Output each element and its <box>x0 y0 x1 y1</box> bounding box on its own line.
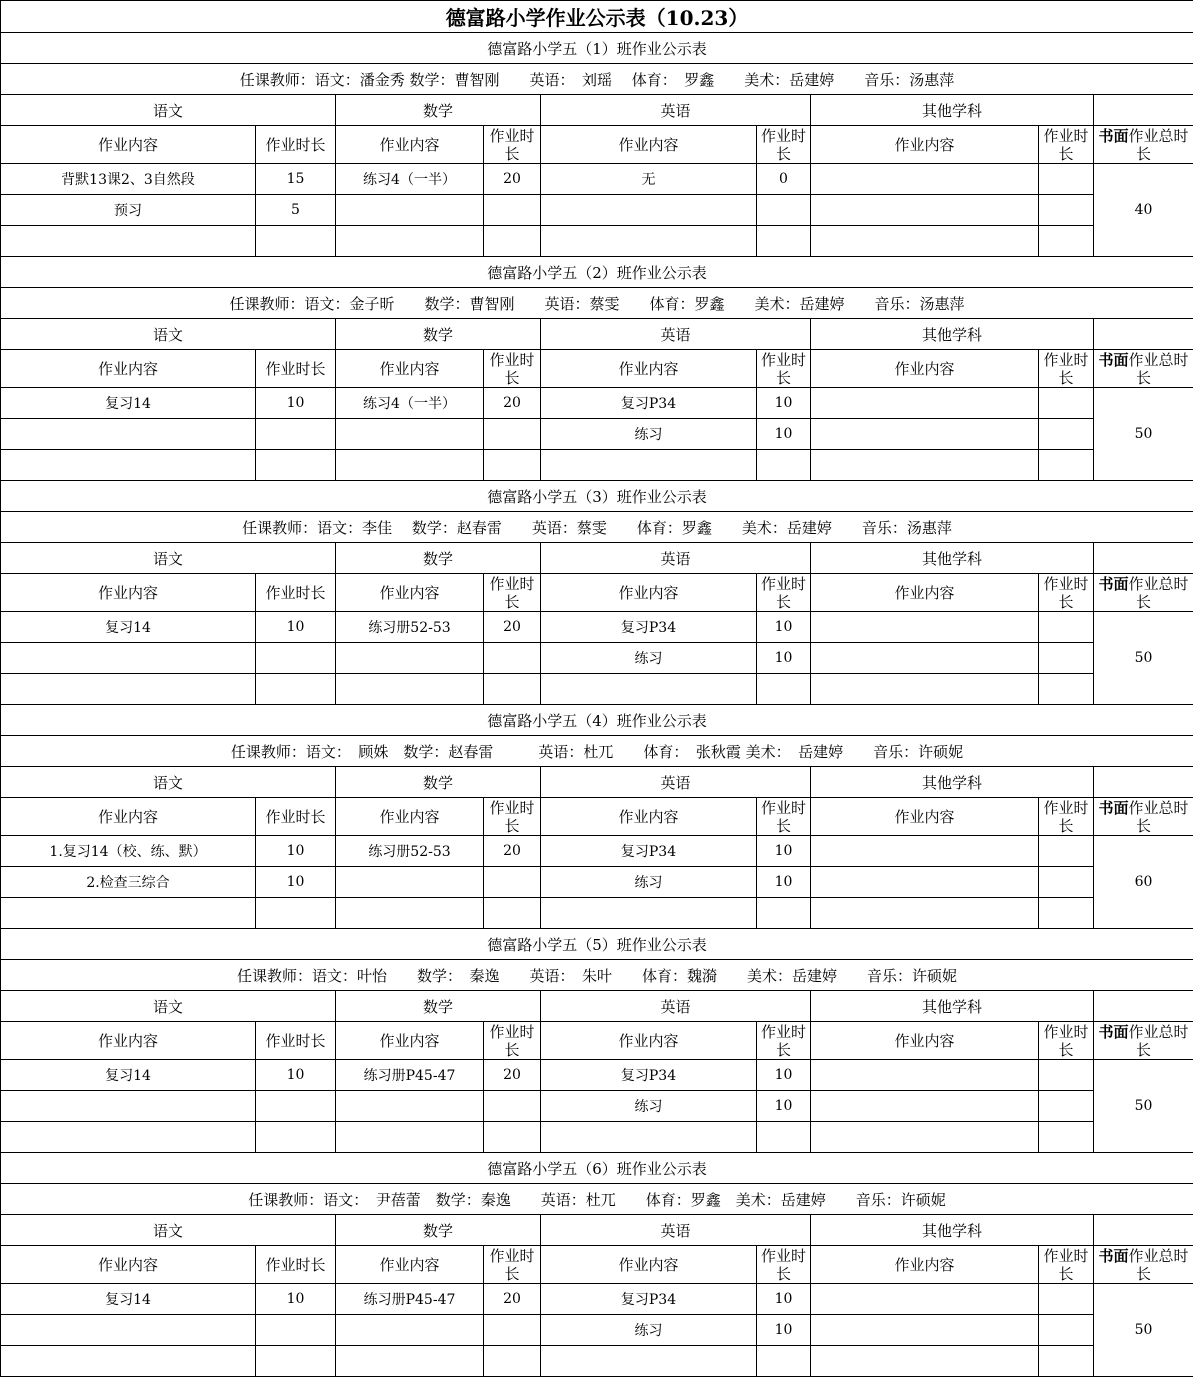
table-cell <box>256 226 336 257</box>
total-header-rest: 作业总时长 <box>1129 351 1189 387</box>
table-cell <box>1039 1122 1094 1153</box>
table-cell: 20 <box>484 164 541 195</box>
subject-math-header: 数学 <box>336 991 541 1022</box>
duration-header: 作业时长 <box>484 350 541 388</box>
table-cell: 10 <box>256 1060 336 1091</box>
total-duration-header <box>1094 1022 1193 1060</box>
table-cell <box>811 1122 1039 1153</box>
subject-chinese-header: 语文 <box>1 319 336 350</box>
table-cell: 复习14 <box>1 1060 256 1091</box>
subject-other-header: 其他学科 <box>811 95 1094 126</box>
table-cell: 复习P34 <box>541 1060 757 1091</box>
table-cell: 1.复习14（校、练、默） <box>1 836 256 867</box>
table-cell <box>1039 612 1094 643</box>
total-header-bold: 书面 <box>1099 1247 1129 1265</box>
total-duration-header <box>1094 798 1193 836</box>
table-cell <box>757 1346 811 1377</box>
table-cell <box>811 226 1039 257</box>
table-cell <box>256 643 336 674</box>
table-cell: 0 <box>757 164 811 195</box>
duration-header: 作业时长 <box>757 1246 811 1284</box>
teachers-line: 任课教师：语文：李佳 数学：赵春雷 英语：蔡雯 体育：罗鑫 美术：岳建婷 音乐：汤惠萍 <box>1 512 1193 543</box>
content-header: 作业内容 <box>541 126 757 164</box>
table-cell <box>336 898 484 929</box>
table-cell <box>336 450 484 481</box>
table-cell <box>541 1346 757 1377</box>
class-title: 德富路小学五（1）班作业公示表 <box>1 33 1193 64</box>
total-header-bold: 书面 <box>1099 1023 1129 1041</box>
total-header-bold: 书面 <box>1099 351 1129 369</box>
duration-header: 作业时长 <box>256 574 336 612</box>
table-cell: 练习册52-53 <box>336 836 484 867</box>
table-cell <box>757 195 811 226</box>
table-cell <box>484 226 541 257</box>
duration-header: 作业时长 <box>1039 126 1094 164</box>
duration-header: 作业时长 <box>757 574 811 612</box>
subject-empty-header <box>1094 95 1193 126</box>
subject-chinese-header: 语文 <box>1 95 336 126</box>
table-cell: 练习 <box>541 1315 757 1346</box>
table-cell: 练习册P45-47 <box>336 1060 484 1091</box>
subject-other-header: 其他学科 <box>811 767 1094 798</box>
table-cell <box>1 226 256 257</box>
subject-english-header: 英语 <box>541 991 811 1022</box>
content-header: 作业内容 <box>811 798 1039 836</box>
total-header-rest: 作业总时长 <box>1129 575 1189 611</box>
content-header: 作业内容 <box>1 1246 256 1284</box>
table-cell <box>1 419 256 450</box>
table-cell <box>1039 419 1094 450</box>
table-cell <box>1039 1284 1094 1315</box>
duration-header: 作业时长 <box>256 126 336 164</box>
class-title: 德富路小学五（4）班作业公示表 <box>1 705 1193 736</box>
table-cell <box>811 1346 1039 1377</box>
table-cell <box>336 419 484 450</box>
class-title: 德富路小学五（5）班作业公示表 <box>1 929 1193 960</box>
table-cell: 10 <box>757 419 811 450</box>
table-cell <box>811 195 1039 226</box>
table-cell <box>336 195 484 226</box>
table-cell <box>336 1346 484 1377</box>
table-cell: 10 <box>256 836 336 867</box>
content-header: 作业内容 <box>1 126 256 164</box>
table-cell <box>757 674 811 705</box>
content-header: 作业内容 <box>1 1022 256 1060</box>
table-cell <box>1039 1346 1094 1377</box>
subject-math-header: 数学 <box>336 95 541 126</box>
table-cell: 无 <box>541 164 757 195</box>
table-cell <box>541 1122 757 1153</box>
table-cell: 10 <box>757 836 811 867</box>
table-cell <box>1039 388 1094 419</box>
total-duration-value: 40 <box>1094 164 1193 257</box>
table-cell: 5 <box>256 195 336 226</box>
table-cell <box>811 1315 1039 1346</box>
table-cell <box>336 643 484 674</box>
class-title: 德富路小学五（3）班作业公示表 <box>1 481 1193 512</box>
table-cell <box>336 867 484 898</box>
content-header: 作业内容 <box>541 798 757 836</box>
table-cell: 练习 <box>541 419 757 450</box>
total-duration-value: 60 <box>1094 836 1193 929</box>
table-cell <box>1 450 256 481</box>
content-header: 作业内容 <box>541 1022 757 1060</box>
table-cell <box>1039 867 1094 898</box>
table-cell <box>484 450 541 481</box>
table-cell <box>484 867 541 898</box>
subject-english-header: 英语 <box>541 95 811 126</box>
duration-header: 作业时长 <box>757 1022 811 1060</box>
table-cell <box>484 419 541 450</box>
table-cell <box>1 898 256 929</box>
table-cell <box>484 674 541 705</box>
table-cell <box>811 388 1039 419</box>
table-cell: 练习4（一半） <box>336 388 484 419</box>
duration-header: 作业时长 <box>484 1022 541 1060</box>
total-duration-header <box>1094 126 1193 164</box>
teachers-line: 任课教师：语文： 顾姝 数学：赵春雷 英语：杜兀 体育： 张秋霞 美术： 岳建婷 音乐：许硕妮 <box>1 736 1193 767</box>
subject-empty-header <box>1094 543 1193 574</box>
subject-math-header: 数学 <box>336 543 541 574</box>
total-duration-header <box>1094 1246 1193 1284</box>
table-cell <box>757 898 811 929</box>
table-cell <box>256 674 336 705</box>
table-cell <box>811 1091 1039 1122</box>
table-cell: 10 <box>757 612 811 643</box>
table-cell <box>1039 898 1094 929</box>
content-header: 作业内容 <box>336 574 484 612</box>
content-header: 作业内容 <box>336 1022 484 1060</box>
content-header: 作业内容 <box>541 574 757 612</box>
content-header: 作业内容 <box>1 574 256 612</box>
table-cell: 练习册52-53 <box>336 612 484 643</box>
total-header-bold: 书面 <box>1099 799 1129 817</box>
table-cell <box>541 674 757 705</box>
content-header: 作业内容 <box>811 1022 1039 1060</box>
duration-header: 作业时长 <box>256 798 336 836</box>
table-cell <box>811 674 1039 705</box>
duration-header: 作业时长 <box>1039 350 1094 388</box>
content-header: 作业内容 <box>811 574 1039 612</box>
total-header-rest: 作业总时长 <box>1129 127 1189 163</box>
table-cell: 复习P34 <box>541 836 757 867</box>
total-duration-value: 50 <box>1094 612 1193 705</box>
subject-empty-header <box>1094 991 1193 1022</box>
teachers-line: 任课教师：语文：潘金秀 数学：曹智刚 英语： 刘瑶 体育： 罗鑫 美术：岳建婷 音乐：汤惠萍 <box>1 64 1193 95</box>
table-cell <box>811 164 1039 195</box>
teachers-line: 任课教师：语文：金子昕 数学：曹智刚 英语：蔡雯 体育：罗鑫 美术：岳建婷 音乐：汤惠萍 <box>1 288 1193 319</box>
table-cell <box>256 1346 336 1377</box>
table-cell <box>1039 674 1094 705</box>
content-header: 作业内容 <box>336 350 484 388</box>
table-cell <box>484 1091 541 1122</box>
table-cell: 20 <box>484 612 541 643</box>
table-cell <box>1039 450 1094 481</box>
duration-header: 作业时长 <box>1039 1246 1094 1284</box>
table-cell <box>1039 1315 1094 1346</box>
class-title: 德富路小学五（2）班作业公示表 <box>1 257 1193 288</box>
table-cell: 复习P34 <box>541 1284 757 1315</box>
table-cell: 15 <box>256 164 336 195</box>
table-cell <box>256 1091 336 1122</box>
table-cell: 2.检查三综合 <box>1 867 256 898</box>
table-cell <box>541 226 757 257</box>
subject-math-header: 数学 <box>336 319 541 350</box>
subject-english-header: 英语 <box>541 1215 811 1246</box>
duration-header: 作业时长 <box>484 574 541 612</box>
table-cell <box>541 195 757 226</box>
table-cell <box>1039 1060 1094 1091</box>
table-cell <box>256 419 336 450</box>
teachers-line: 任课教师：语文： 尹蓓蕾 数学：秦逸 英语：杜兀 体育：罗鑫 美术：岳建婷 音乐：许硕妮 <box>1 1184 1193 1215</box>
total-duration-value: 50 <box>1094 388 1193 481</box>
table-cell: 20 <box>484 1060 541 1091</box>
table-cell: 20 <box>484 388 541 419</box>
duration-header: 作业时长 <box>1039 798 1094 836</box>
table-cell <box>484 195 541 226</box>
class-title: 德富路小学五（6）班作业公示表 <box>1 1153 1193 1184</box>
table-cell <box>811 1284 1039 1315</box>
table-cell <box>256 1315 336 1346</box>
table-cell <box>541 450 757 481</box>
content-header: 作业内容 <box>336 1246 484 1284</box>
table-cell <box>1039 226 1094 257</box>
content-header: 作业内容 <box>811 350 1039 388</box>
table-cell <box>541 898 757 929</box>
table-cell <box>336 674 484 705</box>
subject-math-header: 数学 <box>336 767 541 798</box>
table-cell: 复习14 <box>1 612 256 643</box>
table-cell <box>1039 195 1094 226</box>
page-title: 德富路小学作业公示表（10.23） <box>1 1 1193 33</box>
total-duration-header <box>1094 574 1193 612</box>
total-duration-value: 50 <box>1094 1284 1193 1377</box>
table-cell <box>1039 836 1094 867</box>
table-cell <box>811 612 1039 643</box>
table-cell: 练习 <box>541 643 757 674</box>
table-cell <box>484 643 541 674</box>
table-cell <box>757 450 811 481</box>
total-header-rest: 作业总时长 <box>1129 1023 1189 1059</box>
table-cell <box>811 867 1039 898</box>
table-cell <box>256 898 336 929</box>
table-cell <box>1 1091 256 1122</box>
table-cell: 练习 <box>541 867 757 898</box>
subject-chinese-header: 语文 <box>1 991 336 1022</box>
content-header: 作业内容 <box>336 798 484 836</box>
content-header: 作业内容 <box>1 798 256 836</box>
total-header-bold: 书面 <box>1099 127 1129 145</box>
subject-math-header: 数学 <box>336 1215 541 1246</box>
table-cell: 10 <box>757 1284 811 1315</box>
subject-empty-header <box>1094 319 1193 350</box>
duration-header: 作业时长 <box>256 1246 336 1284</box>
teachers-line: 任课教师：语文：叶怡 数学： 秦逸 英语： 朱叶 体育：魏漪 美术：岳建婷 音乐：许硕妮 <box>1 960 1193 991</box>
total-duration-header <box>1094 350 1193 388</box>
table-cell: 20 <box>484 836 541 867</box>
duration-header: 作业时长 <box>484 126 541 164</box>
table-cell <box>336 226 484 257</box>
duration-header: 作业时长 <box>256 1022 336 1060</box>
table-cell <box>757 1122 811 1153</box>
table-cell <box>256 450 336 481</box>
table-cell <box>1 1346 256 1377</box>
table-cell <box>484 898 541 929</box>
subject-other-header: 其他学科 <box>811 319 1094 350</box>
duration-header: 作业时长 <box>757 798 811 836</box>
subject-empty-header <box>1094 1215 1193 1246</box>
content-header: 作业内容 <box>336 126 484 164</box>
duration-header: 作业时长 <box>484 1246 541 1284</box>
duration-header: 作业时长 <box>1039 574 1094 612</box>
table-cell <box>811 643 1039 674</box>
table-cell: 练习 <box>541 1091 757 1122</box>
table-cell: 预习 <box>1 195 256 226</box>
table-cell <box>811 419 1039 450</box>
subject-english-header: 英语 <box>541 319 811 350</box>
table-cell <box>757 226 811 257</box>
subject-other-header: 其他学科 <box>811 991 1094 1022</box>
table-cell: 10 <box>757 388 811 419</box>
table-cell <box>336 1315 484 1346</box>
table-cell: 复习14 <box>1 1284 256 1315</box>
duration-header: 作业时长 <box>484 798 541 836</box>
table-cell: 10 <box>256 867 336 898</box>
subject-english-header: 英语 <box>541 543 811 574</box>
table-cell: 背默13课2、3自然段 <box>1 164 256 195</box>
content-header: 作业内容 <box>541 350 757 388</box>
content-header: 作业内容 <box>541 1246 757 1284</box>
table-cell: 10 <box>757 643 811 674</box>
table-cell: 10 <box>256 388 336 419</box>
table-cell: 10 <box>757 1091 811 1122</box>
table-cell: 10 <box>256 612 336 643</box>
table-cell <box>484 1122 541 1153</box>
subject-empty-header <box>1094 767 1193 798</box>
table-cell <box>811 1060 1039 1091</box>
subject-chinese-header: 语文 <box>1 1215 336 1246</box>
table-cell <box>1039 164 1094 195</box>
table-cell: 10 <box>757 1315 811 1346</box>
total-header-rest: 作业总时长 <box>1129 1247 1189 1283</box>
table-cell <box>811 450 1039 481</box>
content-header: 作业内容 <box>811 1246 1039 1284</box>
table-cell <box>1039 643 1094 674</box>
total-header-bold: 书面 <box>1099 575 1129 593</box>
table-cell: 练习4（一半） <box>336 164 484 195</box>
table-cell: 复习14 <box>1 388 256 419</box>
table-cell <box>484 1346 541 1377</box>
table-cell <box>484 1315 541 1346</box>
subject-chinese-header: 语文 <box>1 767 336 798</box>
total-duration-value: 50 <box>1094 1060 1193 1153</box>
total-header-rest: 作业总时长 <box>1129 799 1189 835</box>
table-cell: 复习P34 <box>541 612 757 643</box>
table-cell: 10 <box>256 1284 336 1315</box>
table-cell <box>811 836 1039 867</box>
content-header: 作业内容 <box>1 350 256 388</box>
table-cell <box>256 1122 336 1153</box>
table-cell <box>1039 1091 1094 1122</box>
subject-english-header: 英语 <box>541 767 811 798</box>
duration-header: 作业时长 <box>757 350 811 388</box>
table-cell <box>811 898 1039 929</box>
table-cell <box>1 674 256 705</box>
table-cell: 10 <box>757 1060 811 1091</box>
duration-header: 作业时长 <box>757 126 811 164</box>
subject-other-header: 其他学科 <box>811 543 1094 574</box>
table-cell: 20 <box>484 1284 541 1315</box>
table-cell: 练习册P45-47 <box>336 1284 484 1315</box>
table-cell <box>1 643 256 674</box>
subject-other-header: 其他学科 <box>811 1215 1094 1246</box>
duration-header: 作业时长 <box>1039 1022 1094 1060</box>
duration-header: 作业时长 <box>256 350 336 388</box>
table-cell: 复习P34 <box>541 388 757 419</box>
table-cell: 10 <box>757 867 811 898</box>
table-cell <box>336 1122 484 1153</box>
table-cell <box>1 1122 256 1153</box>
content-header: 作业内容 <box>811 126 1039 164</box>
table-cell <box>1 1315 256 1346</box>
table-cell <box>336 1091 484 1122</box>
subject-chinese-header: 语文 <box>1 543 336 574</box>
